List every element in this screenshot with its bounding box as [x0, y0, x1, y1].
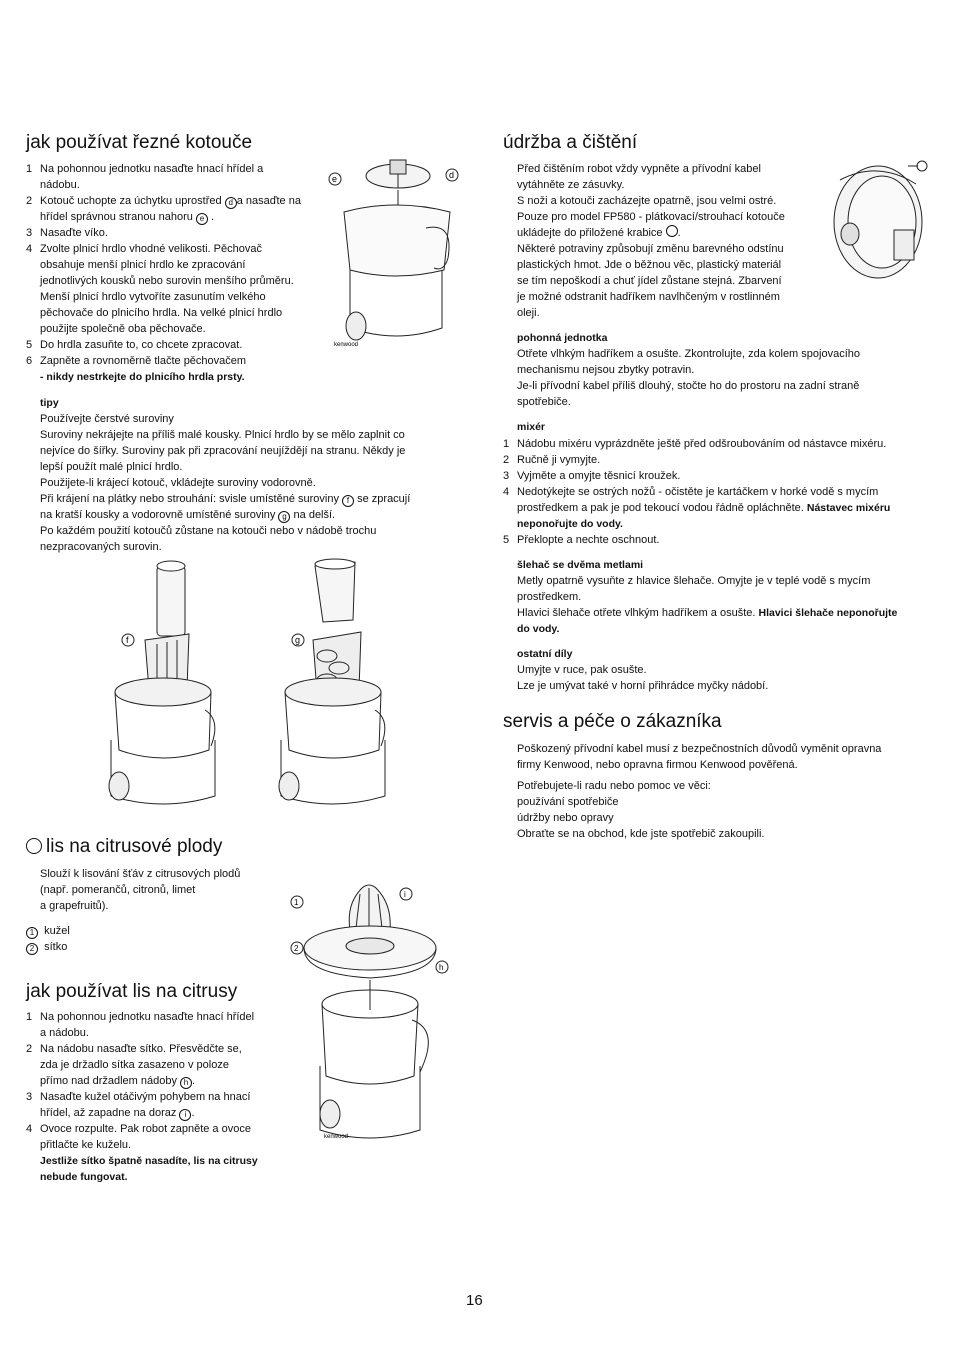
section-title-maintenance: údržba a čištění [503, 132, 638, 153]
label-g-icon: g [295, 635, 301, 645]
storage-box-icon [666, 225, 678, 237]
food-processor-horizontal-illustration [265, 560, 395, 810]
label-f-icon: f [342, 495, 354, 507]
label-h-icon: h [439, 963, 444, 972]
mixer-heading: mixér [517, 421, 546, 433]
citrus-press-illustration [290, 880, 450, 1160]
food-processor-vertical-illustration [95, 560, 225, 810]
brand-logo: kenwood [334, 342, 359, 348]
other-parts-block: ostatní díly Umyjte v ruce, pak osušte. Lze je umývat také v horní přihrádce myčky nádobí. [517, 646, 917, 694]
list-item: 3 Vyjměte a omyjte těsnicí kroužek. [503, 470, 681, 482]
label-h-icon: h [180, 1077, 192, 1089]
disc-storage-box-illustration [820, 160, 934, 290]
page-number: 16 [466, 1292, 483, 1309]
food-processor-disc-illustration [326, 150, 466, 350]
citrus-parts [26, 923, 226, 955]
whisk-heading: šlehač se dvěma metlami [517, 559, 644, 571]
list-item: 4 Nedotýkejte se ostrých nožů - očistěte je kartáčkem v horké vodě s mycím prostředkem a pak je pod tekoucí vodou řádně opláchněte. Nástavec mixéru neponořujte do vody. [503, 486, 891, 530]
label-d-icon: d [449, 170, 455, 180]
list-item: 1 kužel [26, 923, 226, 939]
list-item: 2 Kotouč uchopte za úchytku uprostřed d a nasaďte na hřídel správnou stranou nahoru e . [26, 195, 301, 223]
list-item: 1 Nádobu mixéru vyprázdněte ještě před odšroubováním od nástavce mixéru. [503, 438, 887, 450]
label-d-icon: d [225, 197, 237, 209]
other-parts-heading: ostatní díly [517, 648, 573, 660]
maintenance-intro: Před čištěním robot vždy vypněte a přívodní kabel vytáhněte ze zásuvky. S noži a kotouči zacházejte opatrně, jsou velmi ostré. Pouze pro model FP580 - plátkovací/strouhací kotouče ukládejte do přiložené krabice . Některé potraviny způsobují změnu barevného odstínu plastických hmot. Jde o běžnou věc, plastický materiál se tím nepoškodí a chuť jídel zůstane stejná. Zbarvení je možné odstranit hadříkem navlhčeným v rostlinném oleji. [517, 163, 785, 319]
power-unit-block: pohonná jednotka Otřete vlhkým hadříkem a osušte. Zkontrolujte, zda kolem spojovacího mechanismu nejsou zbytky potravin. Je-li přívodní kabel příliš dlouhý, stočte ho do prostoru na zadní straně spotřebiče. [517, 330, 917, 410]
list-item: 3 Nasaďte víko. [26, 227, 108, 239]
power-unit-heading: pohonná jednotka [517, 332, 608, 344]
label-2-icon: 2 [294, 944, 299, 953]
part-2-icon: 2 [26, 943, 38, 955]
tips-block: tipy Používejte čerstvé suroviny Suroviny nekrájejte na příliš malé kousky. Plnicí hrdlo by se mělo zaplnit co nejvíce do šířky. Suroviny pak při zpracování neujíždějí na stranu. Někdy je lepší použít malé plnicí hrdlo. Použijete-li krájecí kotouč, vkládejte suroviny vodorovně. Při krájení na plátky nebo strouhání: svisle umístěné suroviny f se zpracují na kratší kousky a vodorovně umístěné suroviny g na delší. Po každém použití kotoučů zůstane na kotouči nebo v nádobě trochu nezpracovaných surovin. [40, 395, 450, 555]
list-item: 4 Ovoce rozpulte. Pak robot zapněte a ovoce přitlačte ke kuželu. Jestliže sítko špatně nasadíte, lis na citrusy nebude fungovat. [26, 1123, 258, 1183]
citrus-symbol-icon [26, 838, 42, 854]
whisk-block: šlehač se dvěma metlami Metly opatrně vysuňte z hlavice šlehače. Omyjte je v teplé vodě s mycím prostředkem. Hlavici šlehače otřete vlhkým hadříkem a osušte. Hlavici šlehače neponořujte do vody. [517, 557, 937, 637]
label-1-icon: 1 [294, 898, 299, 907]
section-title-citrus-use: jak používat lis na citrusy [26, 981, 238, 1002]
list-item: 4 Zvolte plnicí hrdlo vhodné velikosti. Pěchovač obsahuje menší plnicí hrdlo ke zpracování jednotlivých kousků nebo surovin menšího průměru. Menší plnicí hrdlo vytvoříte zasunutím velkého pěchovače do plnicího hrdla. Na velké plnicí hrdlo použijte společně oba pěchovače. [26, 243, 294, 335]
section-title-cutting: jak používat řezné kotouče [26, 132, 253, 153]
service-block: Poškozený přívodní kabel musí z bezpečnostních důvodů vyměnit opravna firmy Kenwood, nebo opravna firmou Kenwood pověřená. Potřebujete-li radu nebo pomoc ve věci: používání spotřebiče údržby nebo opravy Obraťte se na obchod, kde jste spotřebič zakoupili. [517, 743, 882, 840]
label-i-icon: i [179, 1109, 191, 1121]
mixer-steps [503, 436, 933, 548]
section-title-service: servis a péče o zákazníka [503, 711, 722, 732]
cutting-steps [26, 161, 326, 385]
citrus-use-steps [26, 1009, 288, 1185]
label-f-icon: f [126, 635, 129, 645]
list-item: 2 sítko [26, 939, 226, 955]
section-title-citrus: lis na citrusové plody [26, 836, 222, 858]
brand-logo: kenwood [324, 1134, 349, 1140]
label-e-icon: e [196, 213, 208, 225]
list-item: 6 Zapněte a rovnoměrně tlačte pěchovačem - nikdy nestrkejte do plnicího hrdla prsty. [26, 355, 247, 383]
list-item: 3 Nasaďte kužel otáčivým pohybem na hnací hřídel, až zapadne na doraz i . [26, 1091, 251, 1119]
label-e-icon: e [332, 174, 338, 184]
citrus-intro: Slouží k lisování šťáv z citrusových plodů (např. pomerančů, citronů, limet a grapefruitů). [40, 868, 241, 912]
list-item: 2 Na nádobu nasaďte sítko. Přesvědčte se, zda je držadlo sítka zasazeno v poloze přímo nad držadlem nádoby h . [26, 1043, 242, 1087]
list-item: 1 Na pohonnou jednotku nasaďte hnací hřídel a nádobu. [26, 1011, 255, 1039]
list-item: 2 Ručně ji vymyjte. [503, 454, 601, 466]
list-item: 1 Na pohonnou jednotku nasaďte hnací hřídel a nádobu. [26, 163, 264, 191]
label-g-icon: g [278, 511, 290, 523]
label-i-icon: i [404, 890, 406, 899]
tips-heading: tipy [40, 397, 59, 409]
list-item: 5 Do hrdla zasuňte to, co chcete zpracovat. [26, 339, 243, 351]
list-item: 5 Překlopte a nechte oschnout. [503, 534, 660, 546]
part-1-icon: 1 [26, 927, 38, 939]
